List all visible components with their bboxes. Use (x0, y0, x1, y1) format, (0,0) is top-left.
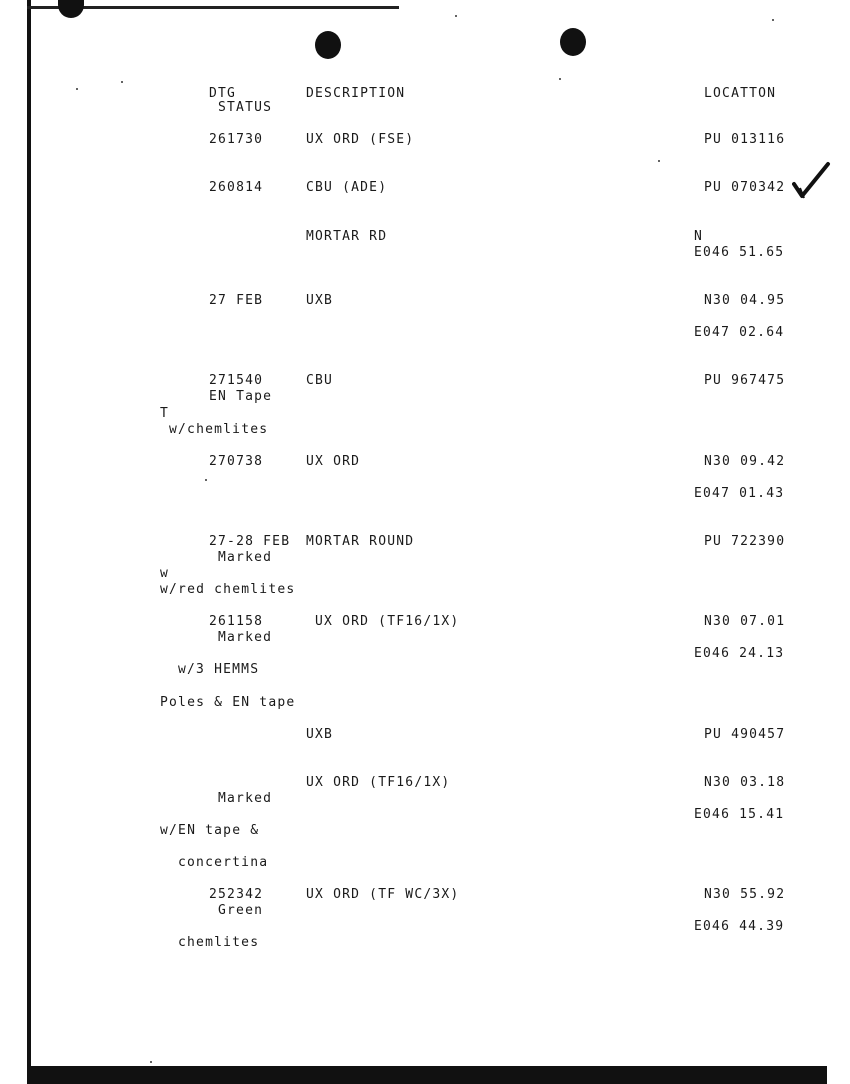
row-description: UX ORD (TF16/1X) (306, 775, 451, 790)
row-status-line3: Poles & EN tape (160, 695, 296, 710)
row-status-line1: Marked (218, 550, 273, 565)
row-description: UX ORD (FSE) (306, 132, 415, 147)
row-location-line1: N (694, 229, 704, 244)
row-location: PU 722390 (704, 534, 786, 549)
row-status-line1: Marked (218, 630, 273, 645)
row-status-line1: Marked (218, 791, 273, 806)
scan-speck (205, 479, 207, 481)
row-status-line2: chemlites (178, 935, 260, 950)
row-location-line2: E046 24.13 (694, 646, 785, 661)
row-description: CBU (306, 373, 334, 388)
row-status-line1: Green (218, 903, 264, 918)
checkmark-icon (792, 160, 832, 204)
header-dtg: DTG (209, 86, 237, 101)
page-bottom-edge (27, 1066, 827, 1084)
row-description: UX ORD (TF16/1X) (315, 614, 460, 629)
row-location-line2: E047 01.43 (694, 486, 785, 501)
row-location-line1: N30 04.95 (704, 293, 786, 308)
row-location-line2: E046 44.39 (694, 919, 785, 934)
row-description: UXB (306, 293, 334, 308)
header-description: DESCRIPTION (306, 86, 406, 101)
row-location: PU 967475 (704, 373, 786, 388)
scan-speck (76, 88, 78, 90)
row-dtg: 27-28 FEB (209, 534, 291, 549)
scan-speck (658, 160, 660, 162)
row-status-line2: w/3 HEMMS (178, 662, 260, 677)
row-location-line2: E046 15.41 (694, 807, 785, 822)
row-description: MORTAR RD (306, 229, 388, 244)
header-location: LOCATTON (704, 86, 777, 101)
row-description: UX ORD (TF WC/3X) (306, 887, 460, 902)
row-description: UXB (306, 727, 334, 742)
row-location-line2: E047 02.64 (694, 325, 785, 340)
row-description: CBU (ADE) (306, 180, 388, 195)
row-dtg: 261730 (209, 132, 264, 147)
page-left-edge (27, 0, 31, 1068)
row-status-line3: concertina (178, 855, 269, 870)
scan-speck (772, 19, 774, 21)
row-location: PU 490457 (704, 727, 786, 742)
scan-speck (455, 15, 457, 17)
row-status-line3: w/chemlites (169, 422, 269, 437)
row-dtg: 261158 (209, 614, 264, 629)
row-location-line1: N30 55.92 (704, 887, 786, 902)
row-status-line2: w/EN tape & (160, 823, 260, 838)
punch-hole (560, 28, 586, 56)
row-location: PU 070342 (704, 180, 786, 195)
row-status-line2: w (160, 566, 170, 581)
scan-speck (150, 1061, 152, 1063)
header-status: STATUS (218, 100, 273, 115)
row-dtg: 260814 (209, 180, 264, 195)
row-location-line1: N30 07.01 (704, 614, 786, 629)
punch-hole (315, 31, 341, 59)
row-location-line1: N30 09.42 (704, 454, 786, 469)
row-status-line2: T (160, 406, 170, 421)
row-description: MORTAR ROUND (306, 534, 415, 549)
row-status-line3: w/red chemlites (160, 582, 296, 597)
row-dtg: 270738 (209, 454, 264, 469)
row-location: PU 013116 (704, 132, 786, 147)
corner-mark (58, 0, 84, 18)
row-status-line1: EN Tape (209, 389, 273, 404)
row-location-line1: N30 03.18 (704, 775, 786, 790)
scan-speck (559, 78, 561, 80)
row-dtg: 252342 (209, 887, 264, 902)
row-dtg: 27 FEB (209, 293, 264, 308)
row-dtg: 271540 (209, 373, 264, 388)
row-location-line2: E046 51.65 (694, 245, 785, 260)
row-description: UX ORD (306, 454, 361, 469)
scan-speck (121, 81, 123, 83)
